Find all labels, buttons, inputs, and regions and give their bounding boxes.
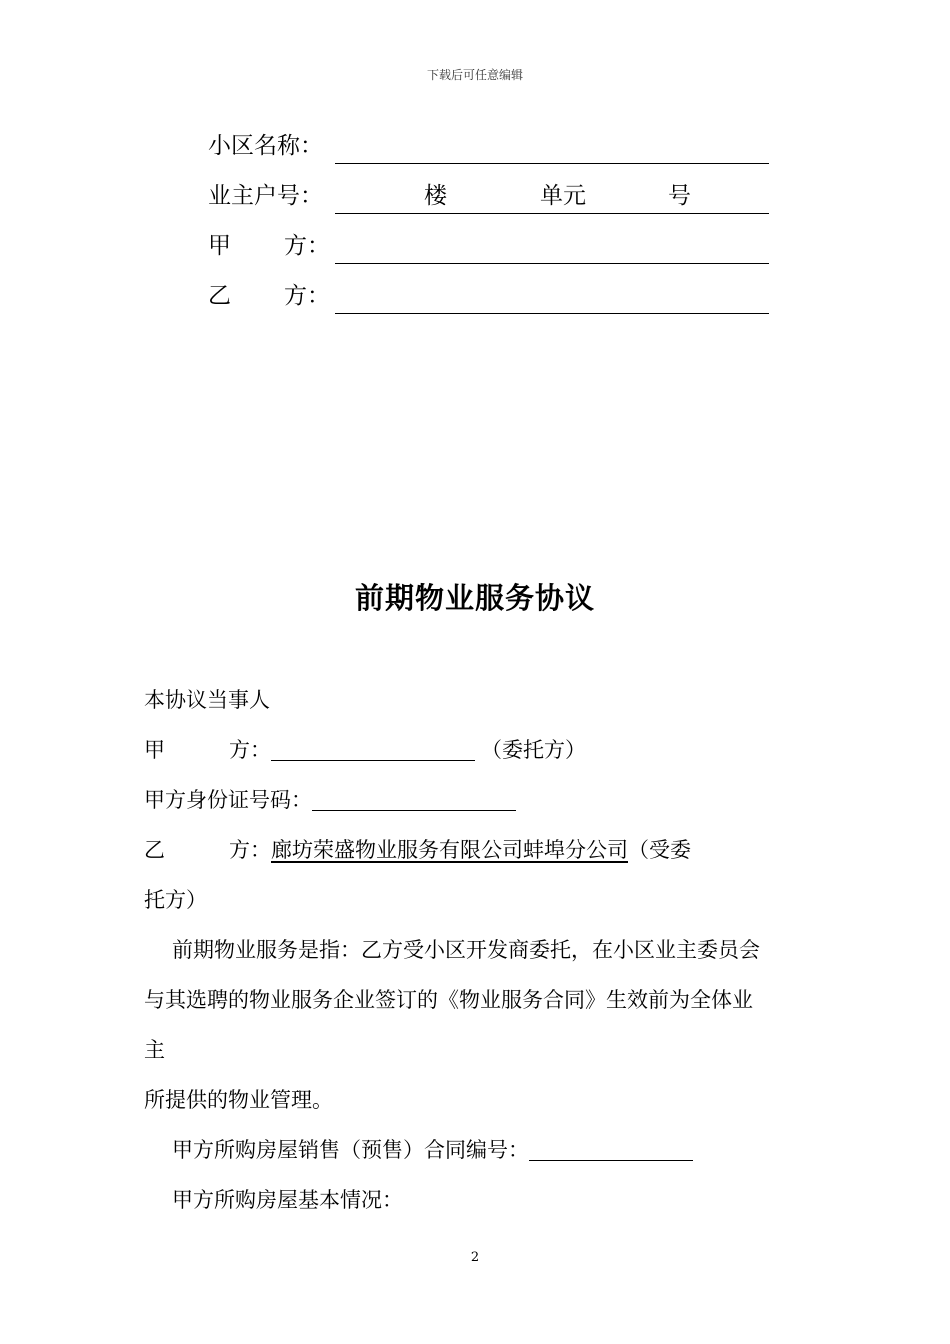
para-1-line-4: 所提供的物业管理。 (144, 1088, 333, 1112)
party-a-id-blank (312, 788, 516, 811)
page-number: 2 (470, 1250, 480, 1265)
party-b-role-1: （受委 (628, 838, 691, 862)
unit-label: 业主户号： (208, 183, 323, 209)
contract-no-blank (529, 1138, 693, 1161)
party-b-name: 廊坊荣盛物业服务有限公司蚌埠分公司 (271, 838, 628, 862)
contract-no-label: 甲方所购房屋销售（预售）合同编号： (172, 1138, 529, 1162)
cover-party-b-blank (335, 283, 769, 314)
party-b-char: 乙 (144, 838, 165, 862)
cover-party-a-char: 甲 (208, 233, 231, 259)
party-a-role: （委托方） (481, 738, 586, 762)
party-b-suffix: 方： (229, 838, 271, 862)
party-b-role-2: 托方） (144, 888, 207, 912)
unit-entrance: 单元 (540, 183, 586, 209)
party-a-char: 甲 (144, 738, 165, 762)
house-info-label: 甲方所购房屋基本情况： (172, 1188, 403, 1212)
cover-party-b-suffix: 方： (284, 283, 330, 309)
contract-no-row (172, 1134, 693, 1164)
para-1-line-1: 前期物业服务是指：乙方受小区开发商委托，在小区业主委员会 (172, 938, 760, 962)
para-1-line-2: 与其选聘的物业服务企业签订的《物业服务合同》生效前为全体业 (144, 988, 753, 1012)
unit-blank (335, 183, 769, 214)
parties-heading: 本协议当事人 (144, 688, 270, 712)
party-b-row (144, 834, 691, 864)
party-a-suffix: 方： (229, 738, 271, 762)
party-a-id-label: 甲方身份证号码： (144, 788, 312, 812)
para-1-line-3: 主 (144, 1038, 165, 1062)
cover-party-b-char: 乙 (208, 283, 231, 309)
unit-building: 楼 (424, 183, 447, 209)
cover-party-a-blank (335, 233, 769, 264)
header-note: 下载后可任意编辑 (426, 68, 523, 82)
community-blank (335, 133, 769, 164)
document-title: 前期物业服务协议 (354, 581, 595, 615)
cover-party-a-suffix: 方： (284, 233, 330, 259)
unit-number: 号 (668, 183, 691, 209)
party-a-row (144, 734, 586, 764)
party-a-blank (271, 738, 475, 761)
party-a-id-row (144, 784, 516, 814)
community-label: 小区名称： (208, 133, 323, 159)
